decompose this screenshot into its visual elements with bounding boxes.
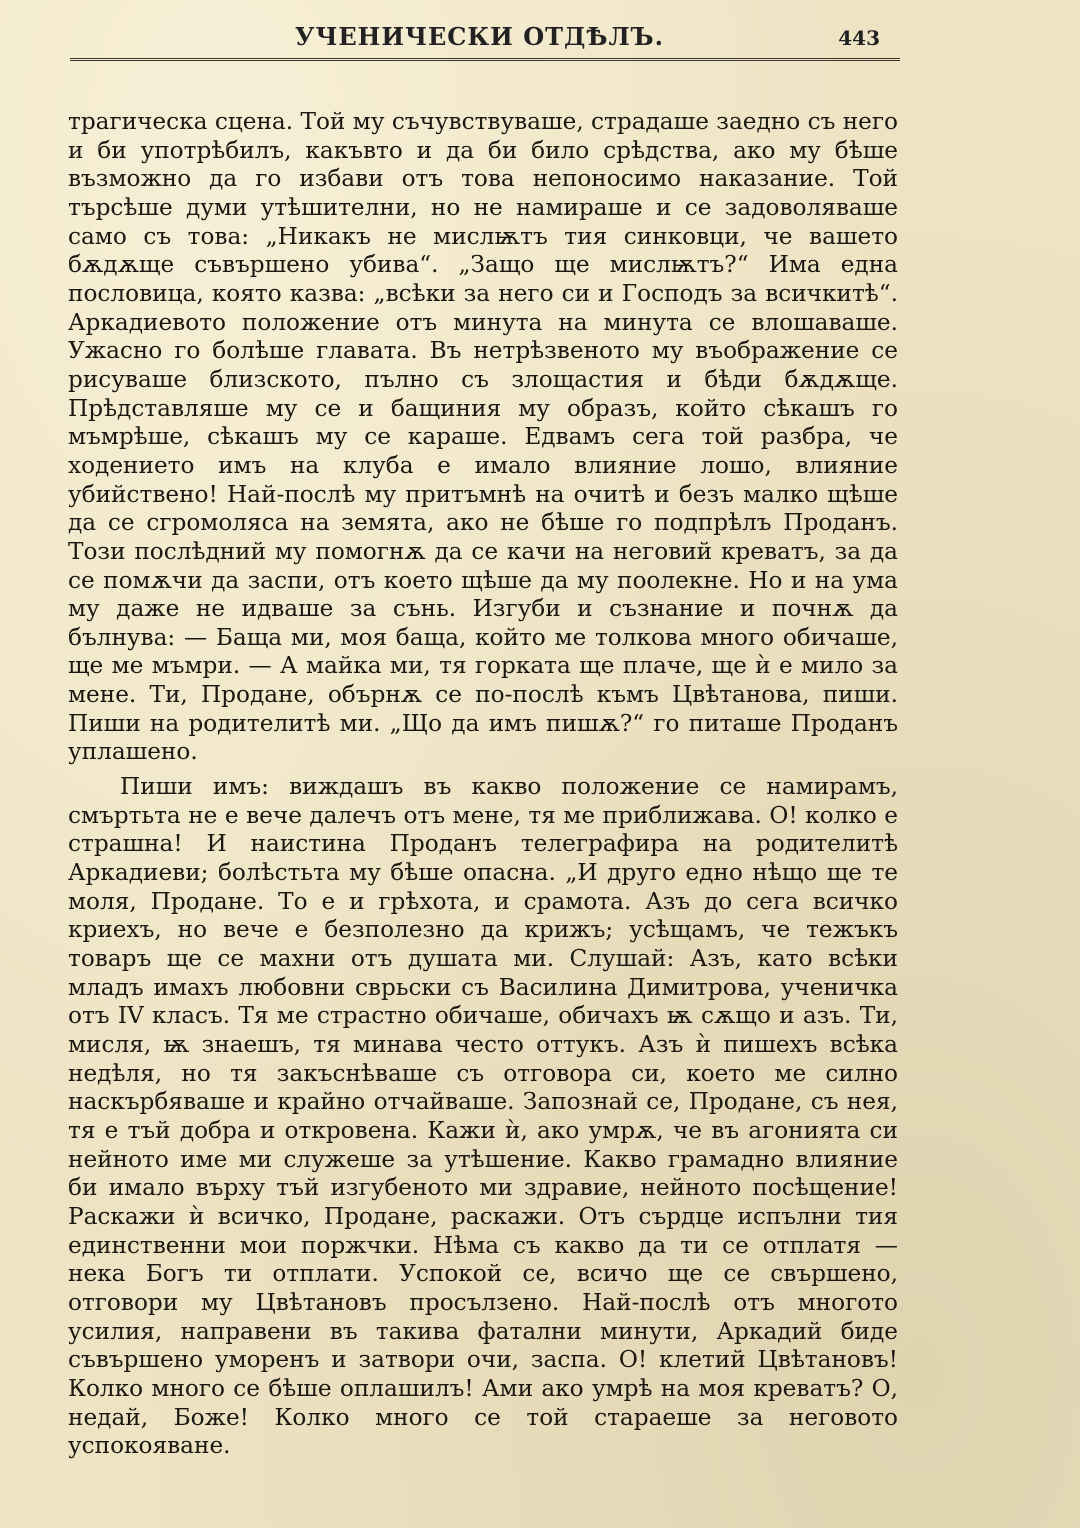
paragraph-2: Пиши имъ: виждашъ въ какво положение се намирамъ, смъртьта не е вече далечъ отъ мене, тя ме приближава. О! колко е страшна! И наистина Проданъ телеграфира на родителитѣ Аркадиеви; болѣстьта му бѣше опасна. „И друго едно нѣщо ще те моля, Продане. То е и грѣхота, и срамота. Азъ до сега всичко криехъ, но вече е безполезно да крижъ; усѣщамъ, че тежъкъ товаръ ще се махни отъ душата ми. Слушай: Азъ, като всѣки младъ имахъ любовни сврьски съ Василина Димитрова, ученичка отъ IV класъ. Тя ме страстно обичаше, обичахъ ѭ сѫщо и азъ. Ти, мисля, ѭ знаешъ, тя минава често оттукъ. Азъ ѝ пишехъ всѣка недѣля, но тя закъснѣваше съ отговора си, което ме силно наскърбяваше и крайно отчайваше. Запознай се, Продане, съ нея, тя е тъй добра и откровена. Кажи ѝ, ако умрѫ, че въ агонията си нейното име ми служеше за утѣшение. Какво грамадно влияние би имало върху тъй изгубеното ми здравие, нейното посѣщение! Раскажи ѝ всичко, Продане, раскажи. Отъ сърдце испълни тия единственни мои поржчки. Нѣма съ какво да ти се отплатя — нека Богъ ти отплати. Успокой се, всичо ще се свършено, отговори му Цвѣтановъ просълзено. Най-послѣ отъ многото усилия, направени въ такива фатални минути, Аркадий биде съвършено уморенъ и затвори очи, заспа. О! клетий Цвѣтановъ! Колко много се бѣше оплашилъ! Ами ако умрѣ на моя креватъ? О, недай, Боже! Колко много се той стараеше за неговото успокояване. — [68, 773, 898, 1460]
running-head: УЧЕНИЧЕСКИ ОТДѢЛЪ. — [295, 22, 664, 51]
page-header — [190, 22, 910, 62]
paragraph-1: трагическа сцена. Той му съчувствуваше, страдаше заедно съ него и би употрѣбилъ, какъвто и да би било срѣдства, ако му бѣше възможно да го избави отъ това непоносимо наказание. Той търсѣше думи утѣшителни, но не намираше и се задоволяваше само съ това: „Никакъ не мислѭтъ тия синковци, че вашето бѫдѫще съвършено убива“. „Защо ще мислѭтъ?“ Има една пословица, която казва: „всѣки за него си и Господъ за всичкитѣ“. Аркадиевото положение отъ минута на минута се влошаваше. Ужасно го болѣше главата. Въ нетрѣзвеното му въображение се рисуваше близското, пълно съ злощастия и бѣди бѫдѫще. Прѣдставляше му се и бащиния му образъ, който сѣкашъ го мъмрѣше, сѣкашъ му се караше. Едвамъ сега той разбра, че ходението имъ на клуба е имало влияние лошо, влияние убийствено! Най-послѣ му притъмнѣ на очитѣ и безъ малко щѣше да се сгромоляса на земята, ако не бѣше го подпрѣлъ Проданъ. Този послѣдний му помогнѫ да се качи на неговий креватъ, за да се помѫчи да заспи, отъ което щѣше да му поолекне. Но и на ума му даже не идваше за сънь. Изгуби и съзнание и почнѫ да бълнува: — Баща ми, моя баща, който ме толкова много обичаше, ще ме мъмри. — А майка ми, тя горката ще плаче, ще ѝ е мило за мене. Ти, Продане, обърнѫ се по-послѣ къмъ Цвѣтанова, пиши. Пиши на родителитѣ ми. „Що да имъ пишѫ?“ го питаше Проданъ уплашено. — [68, 108, 898, 766]
body-text — [68, 108, 898, 1461]
page-number: 443 — [838, 26, 880, 50]
header-rule — [70, 58, 900, 61]
